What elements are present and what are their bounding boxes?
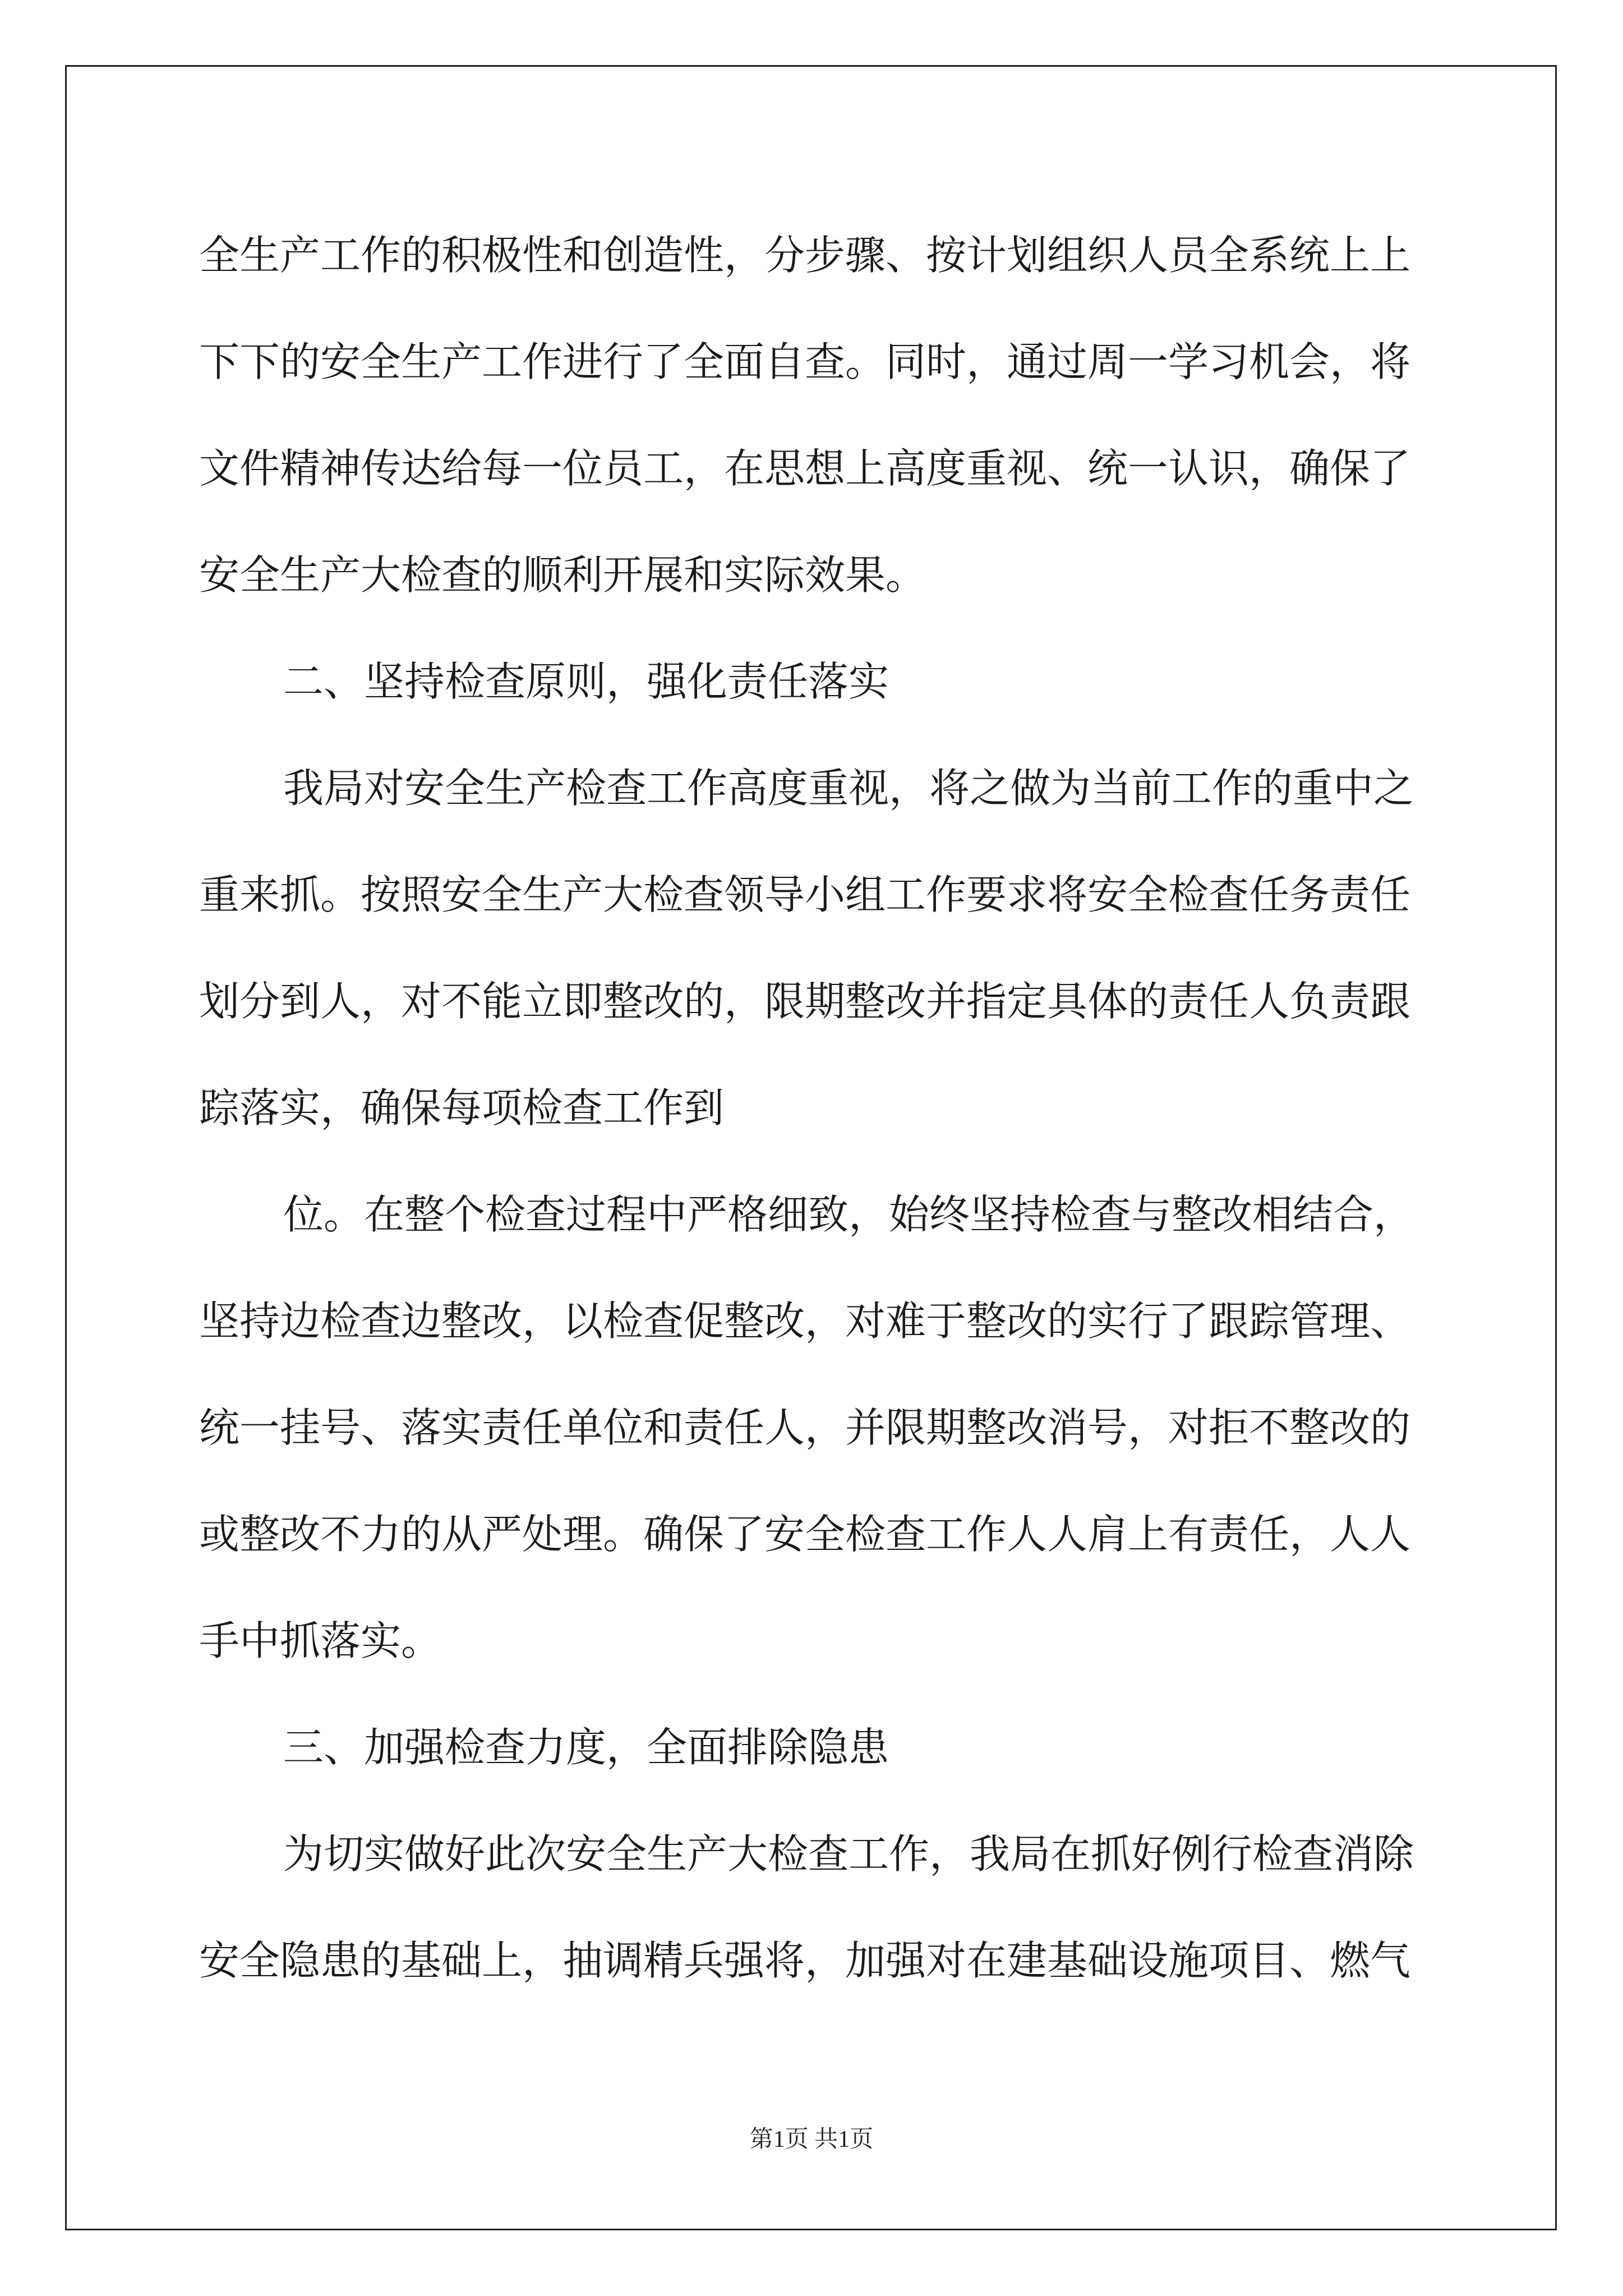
text-line: 统一挂号、落实责任单位和责任人，并限期整改消号，对拒不整改的	[199, 1404, 1411, 1451]
text-line: 安全隐患的基础上，抽调精兵强将，加强对在建基础设施项目、燃气	[199, 1937, 1411, 1984]
text-line: 划分到人，对不能立即整改的，限期整改并指定具体的责任人负责跟	[199, 978, 1411, 1025]
text-line: 全生产工作的积极性和创造性，分步骤、按计划组织人员全系统上上	[199, 232, 1411, 279]
text-line: 安全生产大检查的顺利开展和实际效果。	[199, 551, 926, 599]
text-line: 重来抓。按照安全生产大检查领导小组工作要求将安全检查任务责任	[199, 871, 1411, 918]
section-heading: 三、加强检查力度，全面排除隐患	[283, 1724, 889, 1771]
text-line: 位。在整个检查过程中严格细致，始终坚持检查与整改相结合，	[283, 1191, 1414, 1238]
text-line: 下下的安全生产工作进行了全面自查。同时，通过周一学习机会，将	[199, 338, 1411, 385]
text-line: 为切实做好此次安全生产大检查工作，我局在抓好例行检查消除	[283, 1830, 1414, 1878]
page-footer: 第1页 共1页	[749, 2127, 874, 2152]
text-line: 手中抓落实。	[199, 1617, 442, 1664]
document-body	[199, 202, 1433, 2053]
text-line: 文件精神传达给每一位员工，在思想上高度重视、统一认识，确保了	[199, 445, 1411, 492]
text-line: 我局对安全生产检查工作高度重视，将之做为当前工作的重中之	[283, 765, 1414, 812]
text-line: 踪落实，确保每项检查工作到	[199, 1084, 725, 1131]
text-line: 坚持边检查边整改，以检查促整改，对难于整改的实行了跟踪管理、	[199, 1297, 1411, 1345]
section-heading: 二、坚持检查原则，强化责任落实	[283, 658, 889, 705]
text-line: 或整改不力的从严处理。确保了安全检查工作人人肩上有责任，人人	[199, 1511, 1411, 1558]
